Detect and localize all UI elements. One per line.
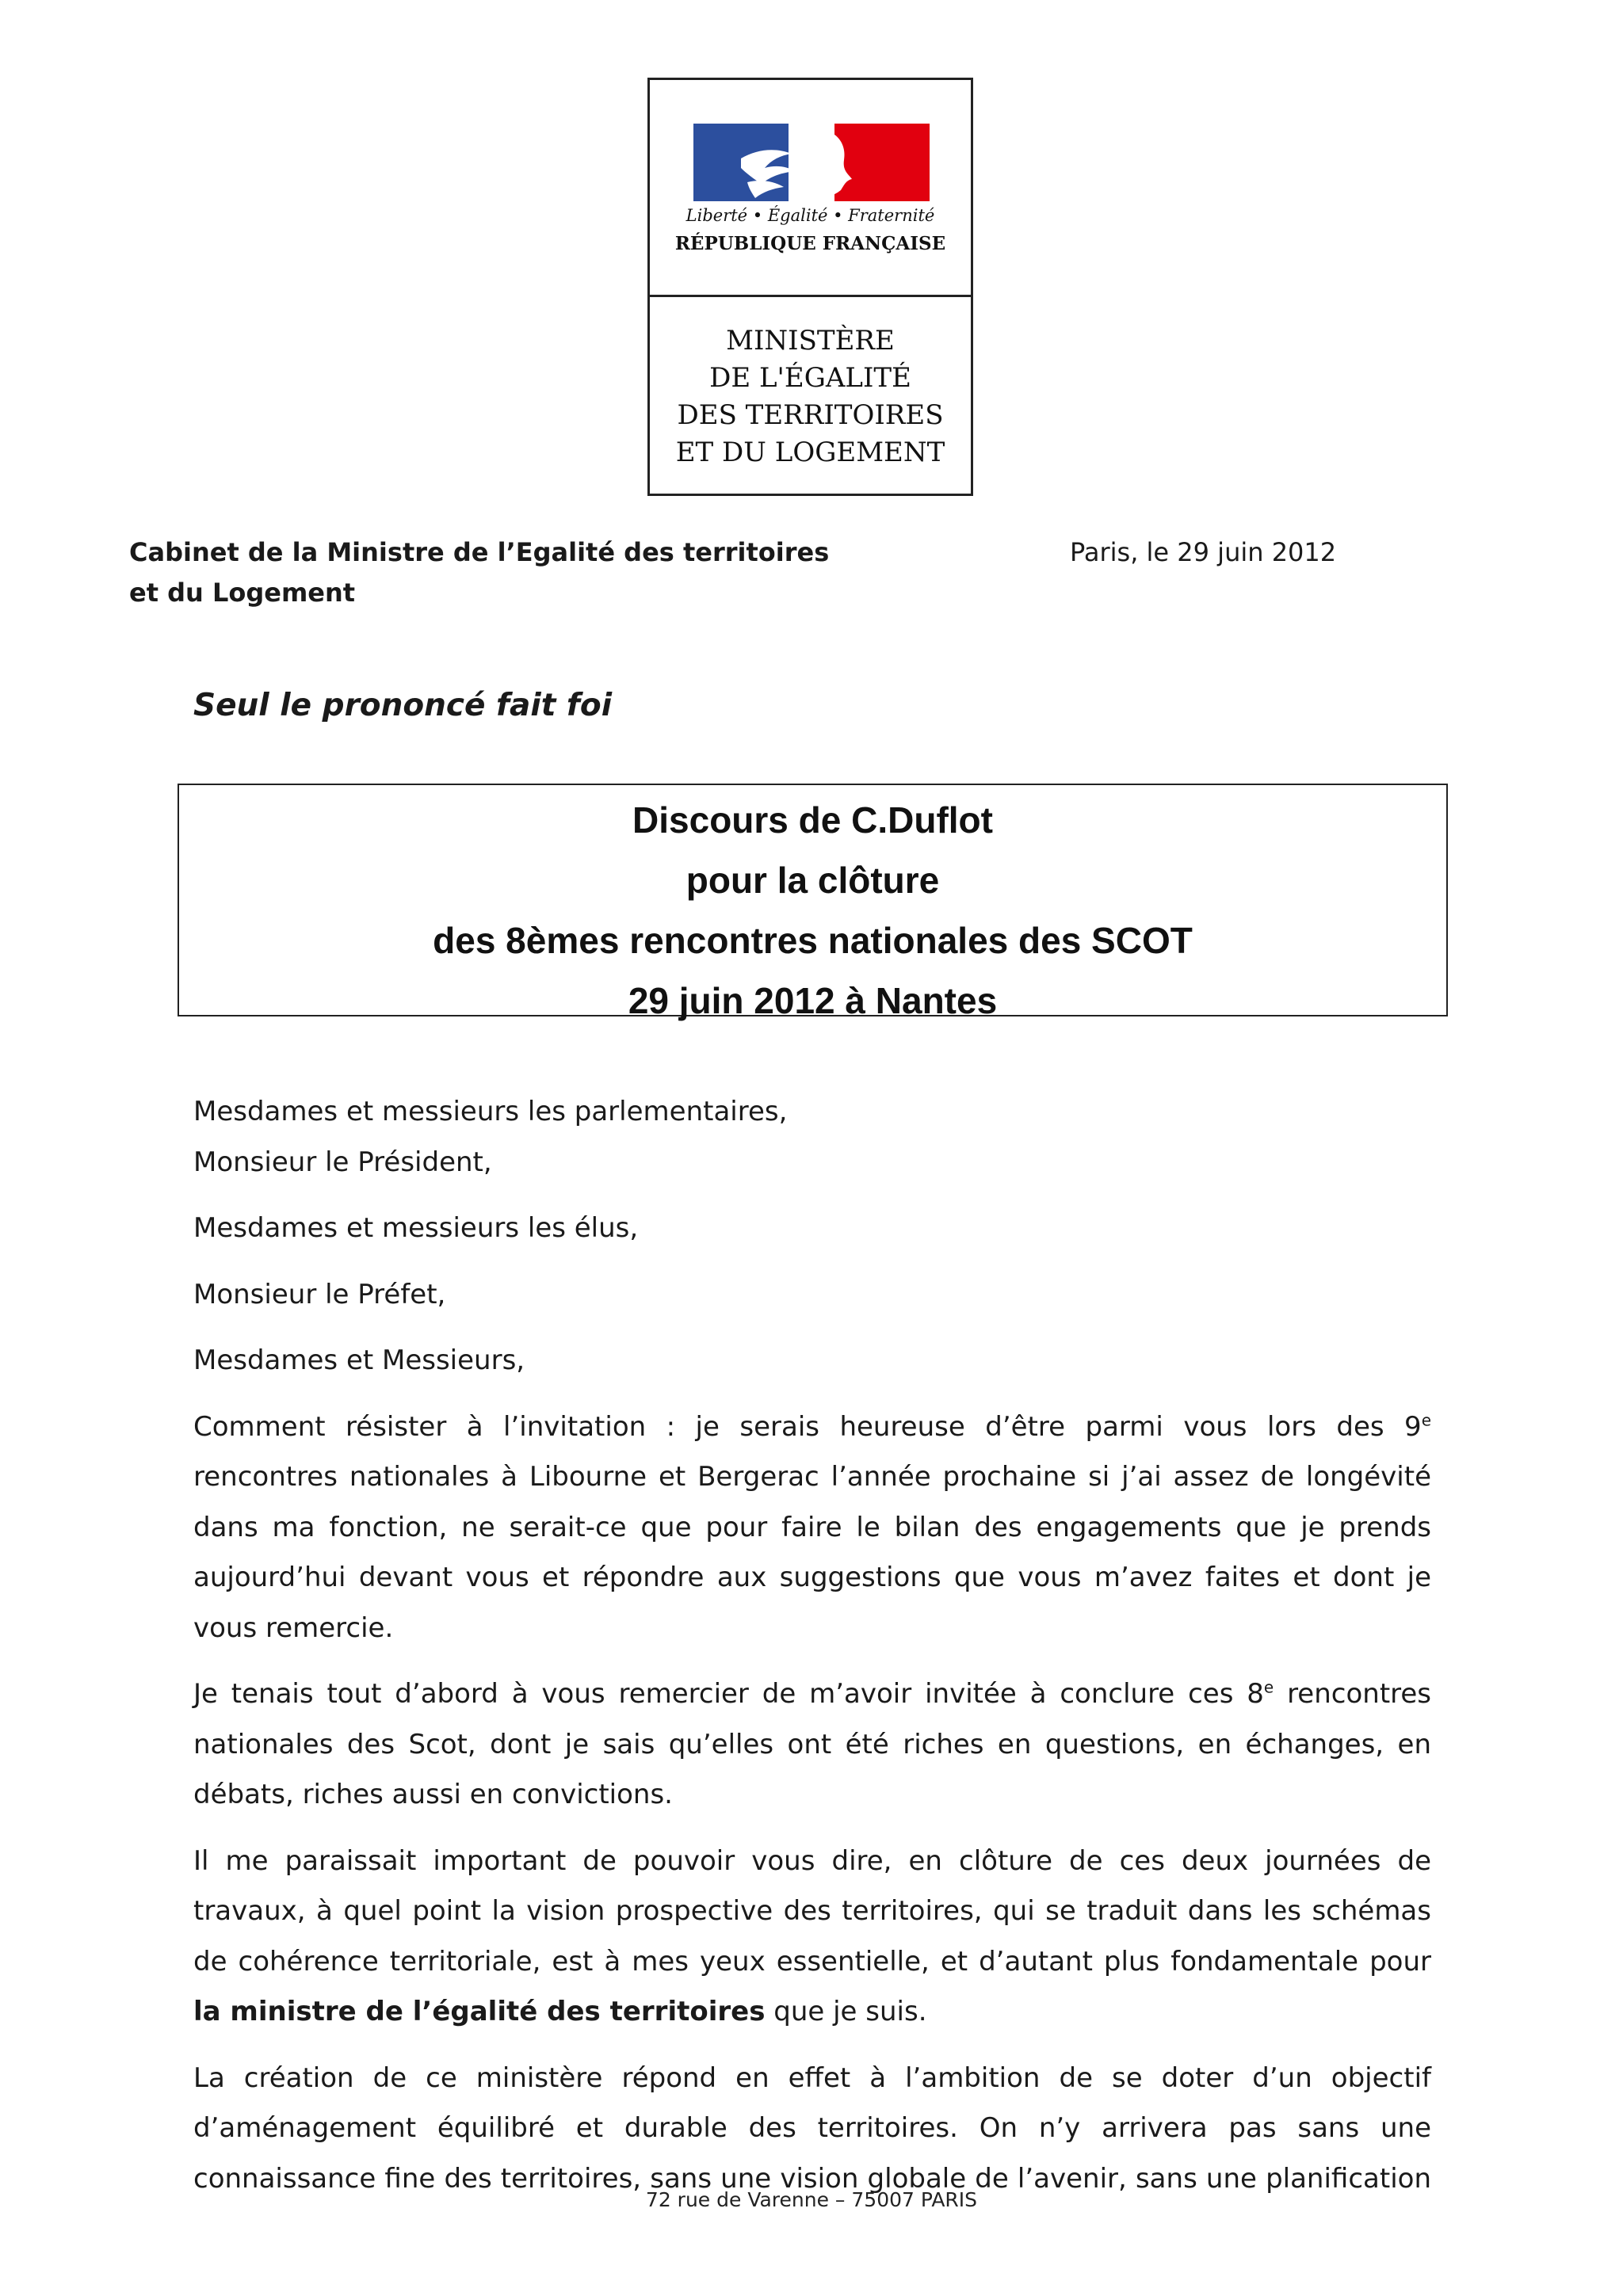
title-line: Discours de C.Duflot — [632, 799, 993, 841]
sender-line: Cabinet de la Ministre de l’Egalité des territoires — [129, 537, 830, 567]
ministry-name — [650, 322, 971, 471]
disclaimer: Seul le prononcé fait foi — [193, 688, 613, 723]
paragraph-text: Je tenais tout d’abord à vous remercier de m’avoir invitée à conclure ces 8 — [193, 1678, 1264, 1710]
paragraph — [193, 1402, 1431, 1654]
title-line: 29 juin 2012 à Nantes — [628, 980, 998, 1021]
ordinal-superscript: e — [1263, 1677, 1274, 1697]
salutation: Mesdames et Messieurs, — [193, 1344, 525, 1376]
speech-body — [193, 1087, 1431, 2204]
sender-block — [129, 532, 842, 613]
title-line: pour la clôture — [685, 860, 940, 901]
ministry-line: DE L'ÉGALITÉ — [709, 362, 911, 394]
paragraph-text: rencontres nationales à Libourne et Bergerac l’année prochaine si j’ai assez de longévité dans ma fonction, ne serait-ce que pour faire le bilan des engagements que je prends aujourd’hui devant vous et répondre aux suggestions que vous m’avez faites et dont je vous remercie. — [193, 1461, 1431, 1644]
ministry-line: DES TERRITOIRES — [677, 399, 944, 431]
ministry-line: MINISTÈRE — [726, 325, 895, 357]
republic-name: RÉPUBLIQUE FRANÇAISE — [674, 233, 946, 254]
paragraph: La création de ce ministère répond en effet à l’ambition de se doter d’un objectif d’aménagement équilibré et durable des territoires. On n’y arrivera pas sans une connaissance fine des territoires, sans une vision globale de l’avenir, sans une planification — [193, 2061, 1431, 2195]
sender-line: et du Logement — [129, 578, 356, 608]
salutation: Monsieur le Préfet, — [193, 1278, 446, 1310]
speech-title-box — [178, 784, 1448, 1021]
ministry-line: ET DU LOGEMENT — [675, 437, 945, 468]
salutation: Monsieur le Président, — [193, 1146, 492, 1178]
paragraph-text: que je suis. — [765, 1996, 927, 2027]
page-footer-address: 72 rue de Varenne – 75007 PARIS — [645, 2188, 978, 2211]
paragraph-text: rencontres nationales des Scot, dont je sais qu’elles ont été riches en questions, en échanges, en débats, riches aussi en convictions. — [193, 1678, 1432, 1810]
paragraph — [193, 1669, 1431, 1821]
republic-motto: Liberté • Égalité • Fraternité — [685, 206, 935, 225]
salutation: Mesdames et messieurs les élus, — [193, 1212, 639, 1244]
paragraph — [193, 1836, 1431, 2038]
salutation: Mesdames et messieurs les parlementaires, — [193, 1096, 788, 1127]
paragraph-text: Comment résister à l’invitation : je serais heureuse d’être parmi vous lors des 9 — [193, 1410, 1422, 1443]
document-date: Paris, le 29 juin 2012 — [1070, 537, 1337, 567]
emphasis-text: la ministre de l’égalité des territoires — [193, 1996, 766, 2027]
title-line: des 8èmes rencontres nationales des SCOT — [433, 920, 1193, 961]
republic-emblem — [650, 80, 971, 297]
ordinal-superscript: e — [1421, 1410, 1431, 1430]
marianne-flag-icon — [693, 124, 930, 201]
paragraph-text: Il me paraissait important de pouvoir vous dire, en clôture de ces deux journées de travaux, à quel point la vision prospective des territoires, qui se traduit dans les schémas de cohérence territoriale, est à mes yeux essentielle, et d’autant plus fondamentale pour — [193, 1844, 1431, 1978]
ministry-logo — [647, 78, 973, 496]
